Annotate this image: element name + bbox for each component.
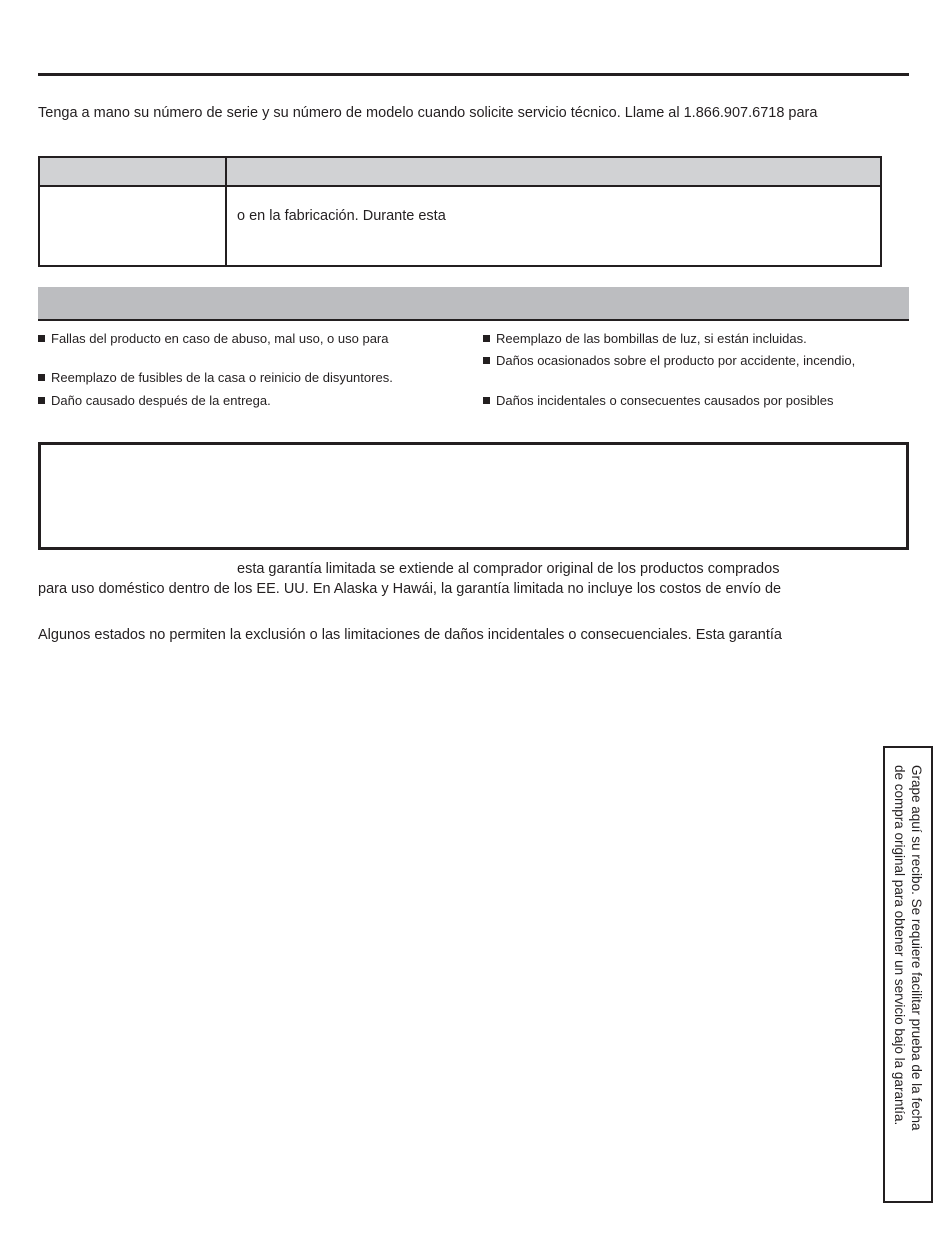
bullet-square-icon xyxy=(38,335,45,342)
warranty-table-cell: o en la fabricación. Durante esta xyxy=(237,208,446,224)
exclusion-item: Daños ocasionados sobre el producto por accidente, incendio, xyxy=(483,353,855,368)
warranty-table-header xyxy=(40,158,880,187)
exclusion-item: Reemplazo de fusibles de la casa o reinicio de disyuntores. xyxy=(38,370,393,385)
exclusions-header-band xyxy=(38,287,909,319)
notice-box xyxy=(38,442,909,550)
bullet-square-icon xyxy=(38,397,45,404)
exclusions-header-rule xyxy=(38,319,909,321)
coverage-line-2: para uso doméstico dentro de los EE. UU. En Alaska y Hawái, la garantía limitada no incluye los costos de envío de xyxy=(38,581,782,597)
intro-text: Tenga a mano su número de serie y su número de modelo cuando solicite servicio técnico. Llame al 1.866.907.6718 para xyxy=(38,105,818,121)
warranty-table xyxy=(38,156,882,267)
receipt-box xyxy=(883,746,933,1203)
exclusion-item: Daño causado después de la entrega. xyxy=(38,393,271,408)
top-rule xyxy=(38,73,909,76)
warranty-table-divider xyxy=(225,158,227,265)
bullet-square-icon xyxy=(483,397,490,404)
bullet-square-icon xyxy=(483,335,490,342)
receipt-instructions: Grape aquí su recibo. Se requiere facilitar prueba de la fecha de compra original para obtener un servicio bajo la garantía. xyxy=(892,764,924,1130)
exclusion-item: Daños incidentales o consecuentes causados por posibles xyxy=(483,393,834,408)
exclusion-item: Reemplazo de las bombillas de luz, si están incluidas. xyxy=(483,331,807,346)
state-law-text: Algunos estados no permiten la exclusión o las limitaciones de daños incidentales o consecuenciales. Esta garantía xyxy=(38,627,782,643)
coverage-line-1: esta garantía limitada se extiende al comprador original de los productos comprados xyxy=(237,561,780,577)
bullet-square-icon xyxy=(483,357,490,364)
exclusion-item: Fallas del producto en caso de abuso, mal uso, o uso para xyxy=(38,331,389,346)
bullet-square-icon xyxy=(38,374,45,381)
